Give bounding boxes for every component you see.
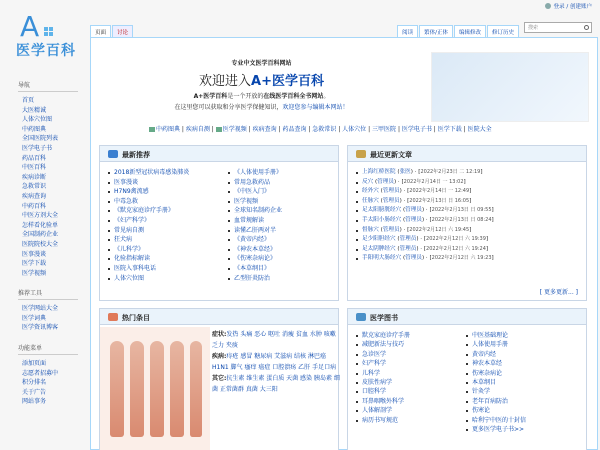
hot-group-key: 症状: — [212, 331, 227, 338]
books-box — [347, 308, 587, 450]
recommend-item[interactable] — [108, 206, 228, 216]
recommend-item-link[interactable]: 狂犬病 — [114, 236, 133, 244]
sidebar-item[interactable] — [22, 378, 88, 388]
namespace-tabs — [90, 25, 134, 37]
tab-variant[interactable]: 繁体/正体 — [419, 25, 453, 38]
book-item[interactable] — [356, 340, 466, 349]
sidebar-heading: 推荐工具 — [18, 288, 78, 300]
recommend-item-link[interactable]: 读懂乙肝两对半 — [234, 226, 277, 234]
site-logo[interactable] — [12, 10, 84, 62]
hot-group — [212, 329, 340, 351]
recommend-item-link[interactable]: 《神农本草经》 — [234, 245, 277, 253]
sidebar-item-link[interactable]: 疾病诊断 — [22, 173, 47, 181]
nav-separator: | — [366, 126, 373, 133]
book-item[interactable] — [466, 378, 584, 387]
recommend-item-link[interactable]: 乙型肝炎防治 — [234, 274, 271, 282]
update-sep: ) · [ — [399, 226, 410, 233]
sidebar-item[interactable] — [22, 359, 88, 369]
book-item-link[interactable]: 病历书写规范 — [362, 416, 399, 424]
quick-nav-link[interactable]: 急救常识 — [312, 126, 337, 133]
book-item-link[interactable]: 默克家庭诊疗手册 — [362, 332, 411, 339]
recommend-item[interactable] — [228, 216, 338, 226]
update-title-link[interactable]: 任脉穴 — [362, 197, 379, 204]
sidebar-item[interactable] — [22, 240, 88, 250]
book-item-link[interactable]: 老年百病防治 — [472, 397, 509, 405]
sidebar-item-link[interactable]: 首页 — [22, 97, 35, 104]
recommend-item-link[interactable]: 血常规解读 — [234, 216, 265, 224]
edit-invite-link[interactable]: 欢迎您参与编辑本网站！ — [282, 104, 349, 111]
books-header: 医学图书 — [348, 309, 586, 325]
update-bracket: ] — [491, 255, 494, 262]
book-item-link[interactable]: 中医基础理论 — [472, 332, 509, 339]
sidebar-item[interactable] — [22, 314, 88, 324]
update-bracket: ] — [480, 169, 483, 175]
sidebar-item-link[interactable]: 人体穴位图 — [22, 116, 53, 124]
book-item[interactable] — [466, 340, 584, 349]
recommend-item[interactable] — [108, 254, 228, 264]
book-item-link[interactable]: 神农本草经 — [472, 360, 503, 368]
sidebar-item[interactable] — [22, 202, 88, 212]
sidebar-portal-functions — [10, 343, 88, 407]
notebook-icon — [356, 150, 366, 158]
sidebar-item[interactable] — [22, 211, 88, 221]
search-icon[interactable] — [584, 25, 589, 30]
recommend-item[interactable] — [228, 254, 338, 264]
recommend-item-link[interactable]: 人体穴位图 — [114, 274, 145, 282]
update-user-link[interactable]: 管理员 — [405, 255, 422, 262]
update-item — [356, 226, 586, 236]
update-sep: ) · [ — [421, 216, 432, 223]
update-item — [356, 216, 586, 226]
update-title-link[interactable]: 足太阳膀胱经穴 — [362, 207, 402, 214]
update-paren: ( — [401, 255, 406, 262]
quick-nav-link[interactable]: 医学电子书 — [401, 126, 432, 133]
sidebar-item[interactable] — [22, 173, 88, 183]
sidebar-portal-nav — [10, 80, 88, 278]
update-user-link[interactable]: 张医 — [399, 169, 411, 175]
update-bracket: ] — [469, 197, 472, 204]
nav-separator: | — [336, 126, 343, 133]
recommend-item[interactable] — [108, 245, 228, 255]
sidebar-item[interactable] — [22, 134, 88, 144]
book-item-link[interactable]: 减肥新法与技巧 — [362, 341, 405, 349]
book-item-link[interactable]: 人体使用手册 — [472, 341, 509, 349]
update-item — [356, 178, 586, 188]
recommend-item-link[interactable]: 《默克家庭诊疗手册》 — [114, 207, 175, 215]
update-paren: ( — [378, 226, 383, 233]
update-sep: ) · [ — [399, 188, 410, 195]
nav-separator: | — [306, 126, 313, 133]
update-sep: ) · [ — [416, 236, 427, 243]
update-title-link[interactable]: 督脉穴 — [362, 226, 379, 233]
sidebar-item-link[interactable]: 医学视频 — [22, 269, 47, 277]
hot-group-links[interactable]: 发热 头痛 恶心 呕吐 消瘦 贫血 水肿 咳嗽 乏力 夹痰 — [212, 331, 336, 349]
sidebar-item-link[interactable]: 疾病查询 — [22, 192, 47, 200]
sidebar-item-link[interactable]: 中药百科 — [22, 202, 47, 210]
tab-discussion[interactable]: 讨论 — [112, 25, 133, 37]
hot-group-links[interactable]: 抗生素 维生素 蛋白质 天菌 感染 胰岛素 细菌 正常菌群 真菌 大三阳 — [212, 375, 340, 393]
update-paren: ( — [401, 216, 406, 223]
site-tagline: 专业中文医学百科网站 — [231, 60, 292, 67]
recommend-item-link[interactable]: 《中医入门》 — [234, 188, 271, 196]
update-date: 2022年2月13日 日 09:55 — [431, 207, 492, 214]
sidebar-item-link[interactable]: 积分排名 — [22, 379, 47, 387]
recommend-item[interactable] — [228, 168, 338, 178]
sidebar-item[interactable] — [22, 163, 88, 173]
update-paren: ( — [373, 178, 378, 185]
update-item — [356, 197, 586, 207]
sidebar-item-link[interactable]: 医学电子书 — [22, 144, 53, 152]
update-user-link[interactable]: 管理员 — [405, 207, 422, 214]
sidebar-item-link[interactable]: 医学下载 — [22, 260, 47, 268]
sidebar-item-link[interactable]: 医学资讯博客 — [22, 324, 59, 332]
update-date: 2022年2月12日 六 19:45 — [409, 226, 470, 233]
sidebar-item[interactable] — [22, 230, 88, 240]
update-paren: ( — [395, 236, 400, 243]
update-title-link[interactable]: 足少阳胆经穴 — [362, 236, 396, 243]
update-paren: ( — [401, 207, 406, 214]
sidebar-item-link[interactable]: 全国医院列表 — [22, 135, 59, 143]
book-item[interactable] — [466, 387, 584, 396]
recommend-item[interactable] — [228, 235, 338, 245]
book-item-link[interactable]: 本草纲目 — [472, 379, 497, 387]
hot-group-links[interactable]: 痔疮 感冒 糖尿病 艾滋病 结核 淋巴癌 H1N1 脚气 瘙痒 癌症 口腔溃疡 乙肝 手足口病 — [212, 353, 337, 371]
update-user-link[interactable]: 管理员 — [405, 216, 422, 223]
recommend-item-link[interactable]: 《本草纲目》 — [234, 264, 271, 272]
sidebar-item-link[interactable]: 添加页面 — [22, 360, 47, 368]
hot-header: 热门条目 — [100, 309, 338, 325]
book-item[interactable] — [466, 331, 584, 340]
recommend-item-link[interactable]: 2018新型冠状病毒感染肺炎 — [114, 169, 190, 176]
anatomy-image — [100, 327, 210, 450]
recommend-item-link[interactable]: 医学视频 — [234, 197, 259, 205]
sidebar-item-link[interactable]: 医学词典 — [22, 314, 47, 322]
recommend-item-link[interactable]: 《黄帝内经》 — [234, 236, 271, 244]
quick-nav-link[interactable]: 疾病查询 — [252, 126, 277, 133]
update-item — [356, 206, 586, 216]
book-item[interactable] — [466, 369, 584, 378]
recommend-item[interactable] — [228, 226, 338, 236]
update-sep: ) · [ — [399, 197, 410, 204]
sidebar-item-link[interactable]: 医事漫谈 — [22, 250, 47, 258]
update-sep: ) · [ — [416, 245, 427, 252]
book-item-link[interactable]: 急诊医学 — [362, 350, 387, 358]
sidebar-item-link[interactable]: 网站事务 — [22, 398, 47, 406]
book-item[interactable] — [356, 369, 466, 378]
recommend-item[interactable] — [108, 274, 228, 284]
book-item-link[interactable]: 口腔科学 — [362, 388, 387, 396]
sidebar-item-link[interactable]: 怎样看化验单 — [22, 221, 59, 229]
user-icon — [545, 3, 551, 9]
hot-list — [212, 329, 340, 395]
quick-nav-link[interactable]: 药品查询 — [282, 126, 307, 133]
recommend-item[interactable] — [108, 264, 228, 274]
personal-tools — [545, 2, 592, 10]
nav-separator: | — [276, 126, 283, 133]
newspaper-icon — [108, 150, 118, 158]
herb-icon — [149, 127, 155, 132]
sidebar-item-link[interactable]: 关于广告 — [22, 388, 47, 396]
update-date: 2022年2月23日 二 12:19 — [420, 169, 481, 175]
sidebar-portal-tools — [10, 288, 88, 333]
update-item — [356, 254, 586, 264]
update-paren: ( — [378, 197, 383, 204]
recommend-item-link[interactable]: 医事漫谈 — [114, 178, 139, 186]
update-title-link[interactable]: 上海红桥医院 — [362, 169, 396, 175]
sidebar-item[interactable] — [22, 144, 88, 154]
quick-nav — [149, 124, 492, 133]
book-item[interactable] — [466, 397, 584, 406]
nav-separator: | — [246, 126, 253, 133]
sidebar-item[interactable] — [22, 192, 88, 202]
book-item[interactable] — [466, 416, 584, 425]
quick-nav-link[interactable]: 医学视频 — [222, 126, 247, 133]
book-item-link[interactable]: 妇产科学 — [362, 360, 387, 368]
nav-separator: | — [396, 126, 402, 133]
tab-history[interactable]: 修订历史 — [487, 25, 519, 38]
sidebar-item[interactable] — [22, 369, 88, 379]
book-item[interactable] — [356, 387, 466, 396]
book-item-link[interactable]: 儿科学 — [362, 369, 381, 377]
recommend-item[interactable] — [108, 226, 228, 236]
hot-box — [99, 308, 339, 450]
welcome-banner — [99, 58, 424, 111]
quick-nav-link[interactable]: 人体穴位 — [342, 126, 367, 133]
update-bracket: ] — [485, 245, 489, 252]
update-user-link[interactable]: 管理员 — [399, 236, 417, 243]
hot-group-key: 其它: — [212, 375, 227, 382]
recommend-item[interactable] — [228, 206, 338, 216]
recommend-item-link[interactable]: 中毒急救 — [114, 197, 139, 205]
sidebar-item[interactable] — [22, 259, 88, 269]
update-title-link[interactable]: 手太阳小肠经穴 — [362, 216, 402, 223]
book-item[interactable] — [466, 425, 584, 434]
sidebar-heading: 导航 — [18, 80, 78, 92]
update-bracket: ] — [491, 207, 494, 214]
tab-page[interactable]: 页面 — [90, 25, 111, 37]
recommend-item[interactable] — [108, 168, 228, 178]
more-updates-link[interactable]: [ 更多更新... ] — [539, 289, 578, 296]
update-date: 2022年2月14日 一 13:02 — [403, 178, 464, 185]
book-item[interactable] — [466, 406, 584, 415]
book-item-link[interactable]: 皮肤性病学 — [362, 379, 393, 387]
update-item — [356, 235, 586, 245]
video-icon — [216, 127, 222, 132]
welcome-desc: A+医学百科是一个开放的在线医学百科全书网站。 — [193, 93, 330, 100]
sidebar-item-link[interactable]: 中医百科 — [22, 164, 47, 172]
book-item-link[interactable]: 伤寒杂病论 — [472, 369, 503, 377]
nav-separator: | — [461, 126, 468, 133]
pen-icon — [108, 313, 118, 321]
sidebar-heading: 功能菜单 — [18, 343, 78, 355]
hot-group-key: 疾病: — [212, 353, 227, 360]
book-item[interactable] — [466, 359, 584, 368]
update-bracket: ] — [469, 226, 472, 233]
sidebar-item[interactable] — [22, 269, 88, 279]
recommend-header: 最新推荐 — [100, 146, 338, 162]
update-user-link[interactable]: 管理员 — [377, 178, 394, 185]
update-date: 2022年2月13日 日 16:05 — [409, 197, 470, 204]
update-sep: ) · [ — [410, 169, 421, 175]
sidebar-item[interactable] — [22, 397, 88, 407]
login-link[interactable]: 登录 / 创建账户 — [553, 4, 592, 10]
update-date: 2022年2月12日 六 19:23 — [431, 255, 492, 262]
book-item-link[interactable]: 耳鼻咽喉外科学 — [362, 397, 405, 405]
sidebar-item[interactable] — [22, 125, 88, 135]
update-date: 2022年2月12日 六 19:39 — [426, 236, 486, 243]
update-paren: ( — [378, 188, 383, 195]
sidebar-item[interactable] — [22, 154, 88, 164]
update-sep: ) · [ — [421, 207, 432, 214]
recommend-item[interactable] — [228, 197, 338, 207]
book-item[interactable] — [356, 397, 466, 406]
update-item — [356, 187, 586, 197]
update-bracket: ] — [485, 236, 489, 243]
sidebar-item[interactable] — [22, 96, 88, 106]
sidebar-item-link[interactable]: 志愿者招募中 — [22, 369, 59, 377]
update-title-link[interactable]: 反穴 — [362, 178, 374, 185]
update-user-link[interactable]: 管理员 — [382, 197, 400, 204]
quick-nav-link[interactable]: 医学下载 — [437, 126, 462, 133]
recommend-item-link[interactable]: 医院入事科电话 — [114, 264, 157, 272]
recommend-item-link[interactable]: 《妇产科学》 — [114, 216, 151, 224]
update-sep: ) · [ — [393, 178, 404, 185]
book-item[interactable] — [356, 416, 466, 425]
recommend-item-link[interactable]: 《人体使用手册》 — [234, 169, 283, 176]
recommend-item[interactable] — [108, 216, 228, 226]
logo-dots — [44, 27, 54, 37]
update-user-link[interactable]: 管理员 — [399, 245, 417, 252]
recommend-item-link[interactable]: 全球知名制药企业 — [234, 207, 283, 215]
update-title-link[interactable]: 手阳明大肠经穴 — [362, 255, 402, 262]
sidebar-item-link[interactable]: 中医方剂大全 — [22, 212, 59, 220]
sidebar-item[interactable] — [22, 221, 88, 231]
update-bracket: ] — [469, 188, 472, 195]
recommend-item[interactable] — [228, 178, 338, 188]
search-input[interactable] — [524, 22, 592, 33]
recommend-item-link[interactable]: 《儿科学》 — [114, 245, 145, 253]
sidebar-item[interactable] — [22, 182, 88, 192]
recommend-item-link[interactable]: 常用急救药品 — [234, 178, 271, 186]
book-item-link[interactable]: 伤寒论 — [472, 407, 491, 415]
sidebar-item[interactable] — [22, 115, 88, 125]
update-title-link[interactable]: 经外穴 — [362, 188, 379, 195]
sidebar-item[interactable] — [22, 388, 88, 398]
book-item[interactable] — [356, 331, 466, 340]
update-item — [356, 245, 586, 255]
book-item-link[interactable]: 人体解剖学 — [362, 407, 393, 415]
update-paren: ( — [395, 169, 400, 175]
books-icon — [356, 313, 366, 321]
update-title-link[interactable]: 足太阴脾经穴 — [362, 245, 396, 252]
sidebar — [10, 80, 88, 417]
recommend-item[interactable] — [108, 187, 228, 197]
logo-letter: A — [20, 10, 40, 43]
nav-separator: | — [431, 126, 438, 133]
recommend-box — [99, 145, 339, 301]
welcome-title: 欢迎进入A+医学百科 — [199, 74, 324, 89]
book-item-link[interactable]: 哈利宁中医的十封信 — [472, 416, 527, 424]
sidebar-item-link[interactable]: 大医精诚 — [22, 106, 47, 114]
tab-edit[interactable]: 编辑修改 — [454, 25, 486, 38]
hot-group — [212, 351, 340, 373]
sidebar-item-link[interactable]: 医院院校大全 — [22, 240, 59, 248]
book-item-link[interactable]: 针灸学 — [472, 388, 491, 396]
recommend-item-link[interactable]: 《伤寒杂病论》 — [234, 255, 277, 263]
sidebar-item-link[interactable]: 中药图典 — [22, 125, 47, 133]
update-user-link[interactable]: 管理员 — [382, 188, 400, 195]
book-item[interactable] — [356, 378, 466, 387]
recommend-item[interactable] — [108, 178, 228, 188]
sidebar-item-link[interactable]: 医学网站大全 — [22, 305, 59, 313]
sidebar-item[interactable] — [22, 304, 88, 314]
quick-nav-link[interactable]: 中药图典 — [156, 126, 181, 133]
quick-nav-link[interactable]: 三甲医院 — [372, 126, 397, 133]
update-user-link[interactable]: 管理员 — [382, 226, 400, 233]
sidebar-item-link[interactable]: 急救常识 — [22, 183, 47, 191]
update-paren: ( — [395, 245, 400, 252]
update-bracket: ] — [491, 216, 494, 223]
recommend-item-link[interactable]: H7N9禽流感 — [114, 188, 149, 196]
book-item[interactable] — [466, 350, 584, 359]
recommend-item[interactable] — [228, 187, 338, 197]
tab-read[interactable]: 阅读 — [397, 25, 418, 38]
nav-separator: | — [180, 126, 186, 133]
book-item[interactable] — [356, 406, 466, 415]
recommend-item[interactable] — [108, 197, 228, 207]
recommend-item[interactable] — [228, 264, 338, 274]
book-item-link[interactable]: 黄帝内经 — [472, 350, 497, 358]
recommend-item[interactable] — [228, 245, 338, 255]
book-item[interactable] — [356, 359, 466, 368]
recommend-item[interactable] — [228, 274, 338, 284]
recommend-item-link[interactable]: 化验指标解读 — [114, 255, 151, 263]
sidebar-item[interactable] — [22, 323, 88, 333]
recommend-item[interactable] — [108, 235, 228, 245]
sidebar-item-link[interactable]: 全国制药企业 — [22, 231, 59, 239]
book-item-link[interactable]: 更多医学电子书>> — [472, 426, 525, 434]
sidebar-item[interactable] — [22, 250, 88, 260]
search-placeholder: 搜索 — [528, 25, 539, 31]
nav-separator: | — [209, 126, 216, 133]
welcome-invite: 在这里您可以获取和分享医学保健知识，欢迎您参与编辑本网站！ — [174, 104, 349, 111]
update-date: 2022年2月12日 六 19:24 — [426, 245, 486, 252]
updates-box — [347, 145, 587, 301]
hot-group — [212, 373, 340, 395]
sidebar-item[interactable] — [22, 106, 88, 116]
main-content — [90, 37, 598, 450]
update-date: 2022年2月14日 一 12:49 — [409, 188, 470, 195]
sidebar-item-link[interactable]: 药品百科 — [22, 154, 47, 162]
quick-nav-link[interactable]: 医院大全 — [467, 126, 492, 133]
update-date: 2022年2月13日 日 08:24 — [431, 216, 492, 223]
recommend-item-link[interactable]: 常见病自测 — [114, 226, 145, 234]
quick-nav-link[interactable]: 疾病自测 — [185, 126, 210, 133]
update-sep: ) · [ — [421, 255, 432, 262]
updates-header: 最近更新文章 — [348, 146, 586, 162]
logo-text: 医学百科 — [16, 43, 76, 59]
banner-image — [431, 52, 589, 122]
update-bracket: ] — [463, 178, 466, 185]
update-item — [356, 168, 586, 178]
book-item[interactable] — [356, 350, 466, 359]
